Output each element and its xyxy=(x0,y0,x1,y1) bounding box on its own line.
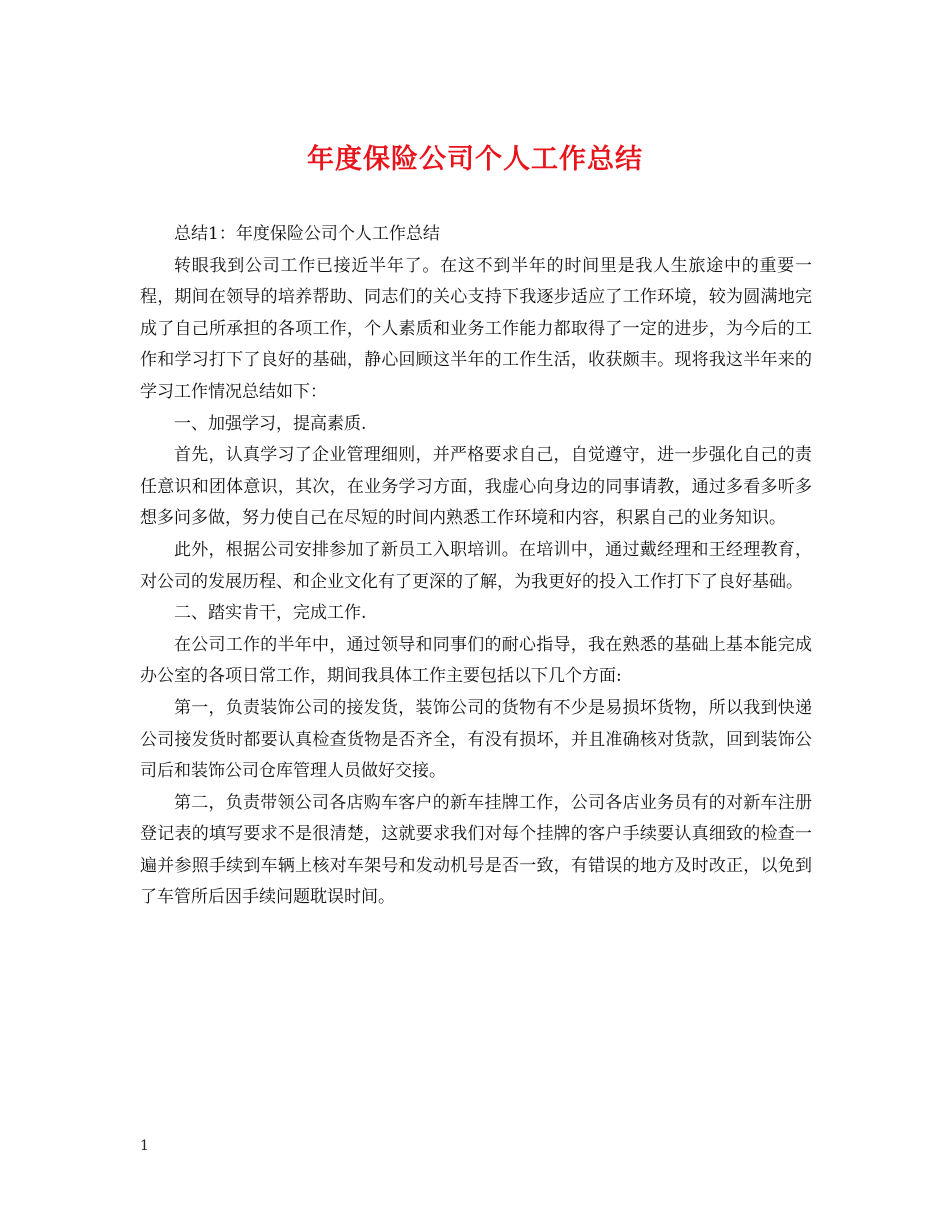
paragraph-study-training: 此外，根据公司安排参加了新员工入职培训。在培训中，通过戴经理和王经理教育，对公司的发展历程、和企业文化有了更深的了解，为我更好的投入工作打下了良好基础。 xyxy=(140,539,812,592)
section-heading-study: 一、加强学习，提高素质. xyxy=(174,413,367,434)
section-heading-work: 二、踏实肯干，完成工作. xyxy=(174,603,367,624)
paragraph-work-second: 第二，负责带领公司各店购车客户的新车挂牌工作，公司各店业务员有的对新车注册登记表的填写要求不是很清楚，这就要求我们对每个挂牌的客户手续要认真细致的检查一遍并参照手续到车辆上核对车架号和发动机号是否一致，有错误的地方及时改正，以免到了车管所后因手续问题耽误时间。 xyxy=(140,792,812,908)
paragraph-study-first: 首先，认真学习了企业管理细则，并严格要求自己，自觉遵守，进一步强化自己的责任意识和团体意识，其次，在业务学习方面，我虚心向身边的同事请教，通过多看多听多想多问多做，努力使自己在尽短的时间内熟悉工作环境和内容，积累自己的业务知识。 xyxy=(140,445,812,529)
paragraph-summary-heading: 总结1：年度保险公司个人工作总结 xyxy=(174,224,440,244)
page-number: 1 xyxy=(140,1138,149,1154)
paragraph-intro: 转眼我到公司工作已接近半年了。在这不到半年的时间里是我人生旅途中的重要一程，期间在领导的培养帮助、同志们的关心支持下我逐步适应了工作环境，较为圆满地完成了自己所承担的各项工作，个人素质和业务工作能力都取得了一定的进步，为今后的工作和学习打下了良好的基础，静心回顾这半年的工作生活，收获颇丰。现将我这半年来的学习工作情况总结如下： xyxy=(140,255,812,402)
paragraph-work-first: 第一，负责装饰公司的接发货，装饰公司的货物有不少是易损坏货物，所以我到快递公司接发货时都要认真检查货物是否齐全，有没有损坏，并且准确核对货款，回到装饰公司后和装饰公司仓库管理人员做好交接。 xyxy=(140,697,812,782)
paragraph-work-overview: 在公司工作的半年中，通过领导和同事们的耐心指导，我在熟悉的基础上基本能完成办公室的各项日常工作，期间我具体工作主要包括以下几个方面: xyxy=(140,634,812,687)
document-title: 年度保险公司个人工作总结 xyxy=(307,144,643,175)
document-body xyxy=(140,219,812,914)
